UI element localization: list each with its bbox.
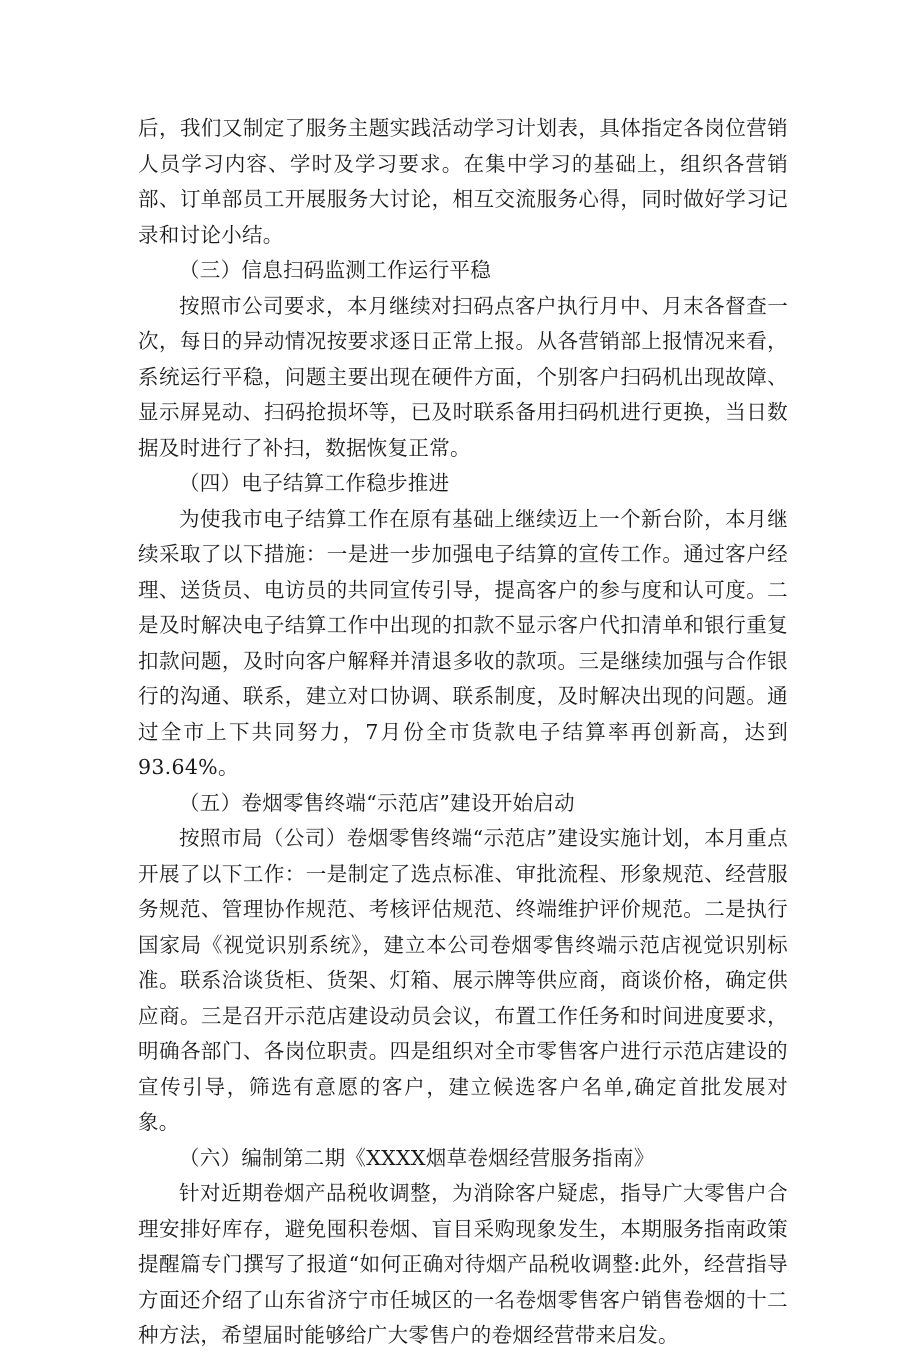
paragraph-demo-store: 按照市局（公司）卷烟零售终端“示范店”建设实施计划，本月重点开展了以下工作：一是制定了选点标准、审批流程、形象规范、经营服务规范、管理协作规范、考核评估规范、终端维护评价规范。二是执行国家局《视觉识别系统》，建立本公司卷烟零售终端示范店视觉识别标准。联系洽谈货柜、货架、灯箱、展示牌等供应商，商谈价格，确定供应商。三是召开示范店建设动员会议，布置工作任务和时间进度要求，明确各部门、各岗位职责。四是组织对全市零售客户进行示范店建设的宣传引导，筛选有意愿的客户，建立候选客户名单,确定首批发展对象。 — [138, 826, 788, 1134]
document-body — [138, 111, 788, 1354]
section-heading-5: （五）卷烟零售终端“示范店”建设开始启动 — [179, 790, 575, 815]
section-heading-6: （六）编制第二期《XXXX烟草卷烟经营服务指南》 — [179, 1145, 655, 1170]
paragraph-service-guide: 针对近期卷烟产品税收调整，为消除客户疑虑，指导广大零售户合理安排好库存，避免囤积卷烟、盲目采购现象发生，本期服务指南政策提醒篇专门撰写了报道“如何正确对待烟产品税收调整:此外，经营指导方面还介绍了山东省济宁市任城区的一名卷烟零售客户销售卷烟的十二种方法，希望届时能够给广大零售户的卷烟经营带来启发。 — [138, 1181, 788, 1347]
paragraph-e-settlement: 为使我市电子结算工作在原有基础上继续迈上一个新台阶，本月继续采取了以下措施：一是进一步加强电子结算的宣传工作。通过客户经理、送货员、电访员的共同宣传引导，提高客户的参与度和认可度。二是及时解决电子结算工作中出现的扣款不显示客户代扣清单和银行重复扣款问题，及时向客户解释并清退多收的款项。三是继续加强与合作银行的沟通、联系，建立对口协调、联系制度，及时解决出现的问题。通过全市上下共同努力，7月份全市货款电子结算率再创新高，达到93.64%。 — [138, 506, 788, 779]
paragraph-continuation: 后，我们又制定了服务主题实践活动学习计划表，具体指定各岗位营销人员学习内容、学时及学习要求。在集中学习的基础上，组织各营销部、订单部员工开展服务大讨论，相互交流服务心得，同时做好学习记录和讨论小结。 — [138, 116, 788, 247]
section-heading-4: （四）电子结算工作稳步推进 — [179, 471, 450, 495]
paragraph-scan-monitoring: 按照市公司要求，本月继续对扫码点客户执行月中、月末各督查一次，每日的异动情况按要求逐日正常上报。从各营销部上报情况来看，系统运行平稳，问题主要出现在硬件方面，个别客户扫码机出现故障、显示屏晃动、扫码抢损坏等，已及时联系备用扫码机进行更换，当日数据及时进行了补扫，数据恢复正常。 — [138, 293, 788, 460]
section-heading-3: （三）信息扫码监测工作运行平稳 — [179, 258, 491, 282]
